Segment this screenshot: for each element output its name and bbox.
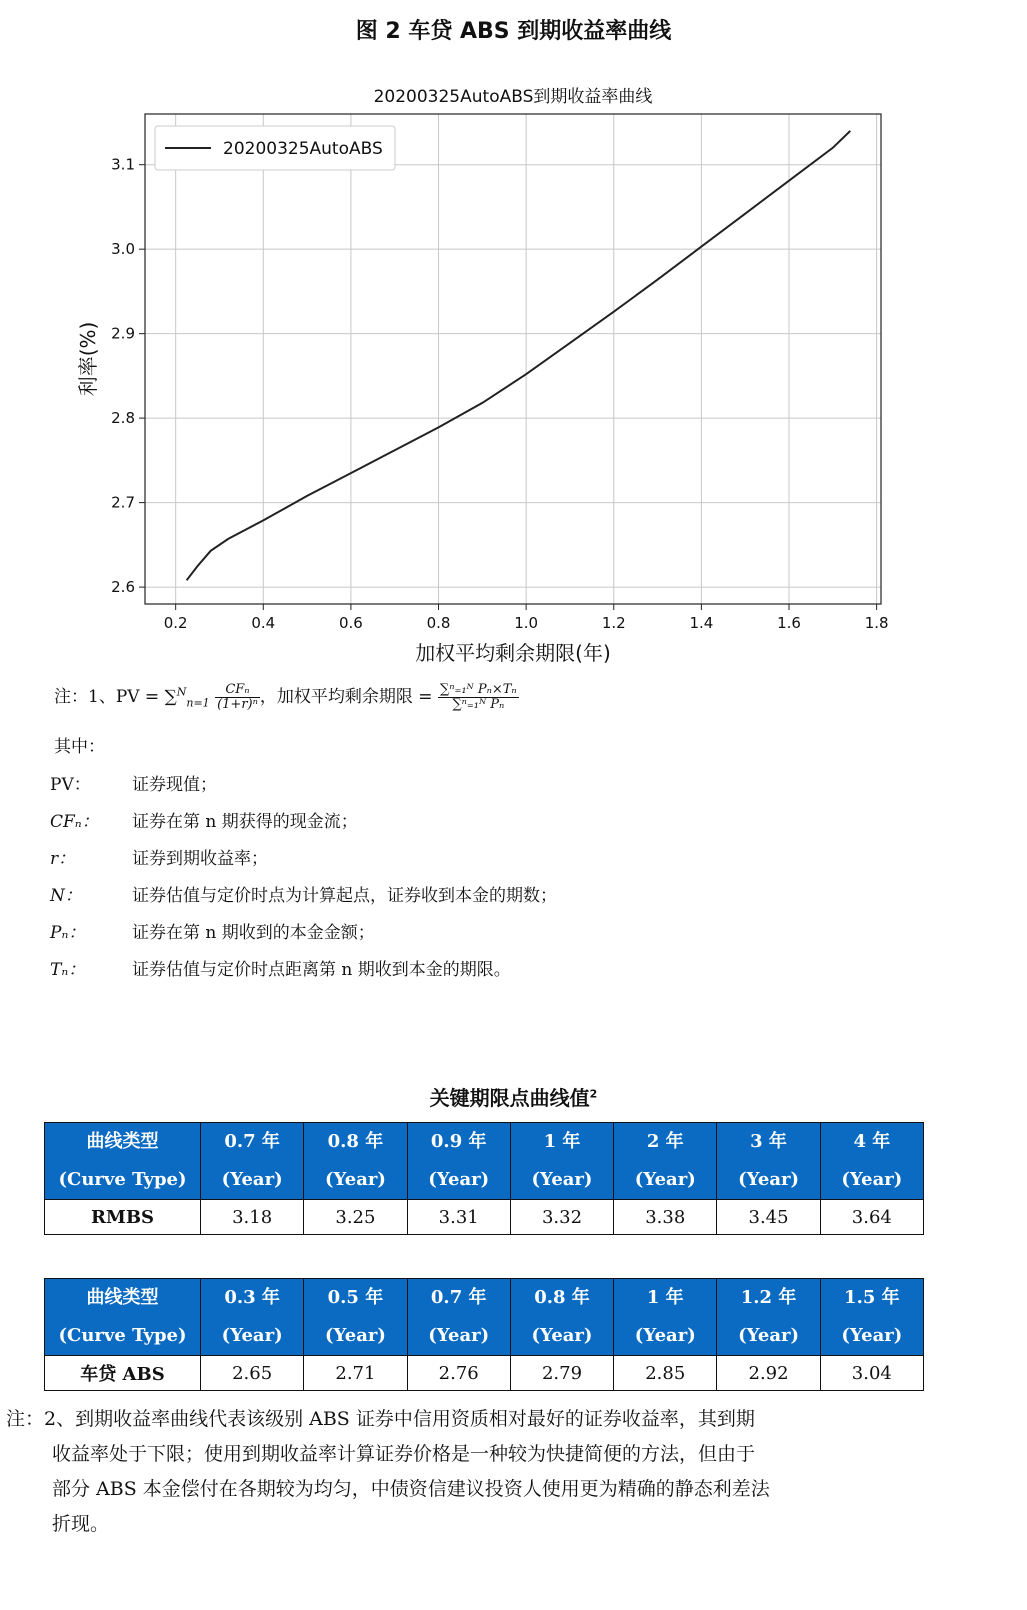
table-title-footnote-marker: 2 bbox=[589, 1087, 598, 1101]
formula-line bbox=[54, 682, 519, 712]
definition-symbol: PV： bbox=[50, 775, 91, 795]
table-cell: 3.31 bbox=[407, 1200, 510, 1235]
x-tick-label: 1.4 bbox=[689, 614, 714, 632]
y-tick-label: 2.6 bbox=[111, 578, 135, 597]
x-tick-label: 0.4 bbox=[251, 614, 276, 632]
pv-numerator: CFₙ bbox=[215, 683, 260, 698]
where-label: 其中： bbox=[54, 737, 105, 757]
table-header-row bbox=[45, 1279, 924, 1356]
wal-fraction bbox=[438, 683, 519, 713]
footnote-line: 注：2、到期收益率曲线代表该级别 ABS 证券中信用资质相对最好的证券收益率，其到期 bbox=[6, 1408, 755, 1430]
definition-text: 证券估值与定价时点距离第 n 期收到本金的期限。 bbox=[132, 960, 511, 980]
header-cell: 1.5 年 (Year) bbox=[820, 1279, 923, 1356]
header-cell: 2 年 (Year) bbox=[614, 1123, 717, 1200]
sum-symbol: ∑ bbox=[164, 687, 177, 707]
table-cell: 2.79 bbox=[510, 1356, 613, 1391]
header-cell: 3 年 (Year) bbox=[717, 1123, 820, 1200]
row-label: RMBS bbox=[45, 1200, 201, 1235]
x-axis-label: 加权平均剩余期限(年) bbox=[415, 641, 611, 665]
x-tick-label: 1.6 bbox=[777, 614, 801, 632]
definition-text: 证券在第 n 期收到的本金金额； bbox=[132, 923, 375, 943]
auto-abs-curve-table bbox=[44, 1278, 924, 1391]
plot-frame bbox=[145, 114, 881, 604]
table-header-row bbox=[45, 1123, 924, 1200]
table-title bbox=[0, 1082, 1027, 1111]
wal-numerator: ∑ⁿ₌₁ᴺ Pₙ×Tₙ bbox=[439, 681, 517, 697]
table-cell: 2.76 bbox=[407, 1356, 510, 1391]
header-cell: 1 年 (Year) bbox=[614, 1279, 717, 1356]
header-cell: 0.7 年 (Year) bbox=[407, 1279, 510, 1356]
legend-entry: 20200325AutoABS bbox=[223, 139, 383, 159]
footnote bbox=[6, 1402, 996, 1542]
table-cell: 2.85 bbox=[614, 1356, 717, 1391]
definition-symbol: Pₙ： bbox=[50, 923, 86, 943]
table-cell: 3.38 bbox=[614, 1200, 717, 1235]
header-cell: 1.2 年 (Year) bbox=[717, 1279, 820, 1356]
header-cell: 曲线类型 (Curve Type) bbox=[45, 1279, 201, 1356]
footnote-line: 部分 ABS 本金偿付在各期较为均匀，中债资信建议投资人使用更为精确的静态利差法 bbox=[52, 1478, 770, 1500]
definition-symbol: r： bbox=[50, 849, 76, 869]
table-cell: 3.64 bbox=[820, 1200, 923, 1235]
x-tick-label: 0.8 bbox=[426, 614, 451, 632]
header-cell: 0.9 年 (Year) bbox=[407, 1123, 510, 1200]
table-cell: 2.71 bbox=[304, 1356, 407, 1391]
sum-lower-limit: n=1 bbox=[186, 696, 210, 710]
header-cell: 0.5 年 (Year) bbox=[304, 1279, 407, 1356]
header-cell: 0.7 年 (Year) bbox=[201, 1123, 304, 1200]
definition-symbol: N： bbox=[50, 886, 82, 906]
table-row bbox=[45, 1200, 924, 1235]
y-tick-label: 2.9 bbox=[111, 324, 135, 343]
header-cell: 曲线类型 (Curve Type) bbox=[45, 1123, 201, 1200]
rmbs-curve-table bbox=[44, 1122, 924, 1235]
x-tick-label: 0.6 bbox=[338, 614, 363, 632]
pv-fraction bbox=[215, 683, 260, 713]
footnote-line: 折现。 bbox=[52, 1513, 110, 1535]
yield-curve-chart bbox=[60, 78, 900, 668]
table-cell: 2.65 bbox=[201, 1356, 304, 1391]
header-cell: 1 年 (Year) bbox=[510, 1123, 613, 1200]
pv-denominator: (1+r)ⁿ bbox=[217, 697, 258, 712]
definition-text: 证券到期收益率； bbox=[132, 849, 268, 869]
definition-text: 证券估值与定价时点为计算起点，证券收到本金的期数； bbox=[132, 886, 557, 906]
table-cell: 2.92 bbox=[717, 1356, 820, 1391]
table-cell: 3.45 bbox=[717, 1200, 820, 1235]
definition-symbol: CFₙ： bbox=[50, 812, 99, 832]
y-tick-label: 3.0 bbox=[111, 240, 135, 259]
x-tick-label: 1.8 bbox=[864, 614, 889, 632]
row-label: 车贷 ABS bbox=[45, 1356, 201, 1391]
table-title-text: 关键期限点曲线值 bbox=[429, 1086, 590, 1110]
header-cell: 0.3 年 (Year) bbox=[201, 1279, 304, 1356]
note-prefix: 注：1、PV = bbox=[54, 687, 165, 707]
y-tick-label: 3.1 bbox=[111, 155, 135, 174]
x-tick-label: 0.2 bbox=[163, 614, 188, 632]
definition-text: 证券在第 n 期获得的现金流； bbox=[132, 812, 358, 832]
x-tick-label: 1.2 bbox=[601, 614, 626, 632]
wal-denominator: ∑ⁿ₌₁ᴺ Pₙ bbox=[452, 697, 505, 712]
y-tick-label: 2.8 bbox=[111, 409, 135, 428]
header-cell: 4 年 (Year) bbox=[820, 1123, 923, 1200]
table-cell: 3.25 bbox=[304, 1200, 407, 1235]
table-cell: 3.18 bbox=[201, 1200, 304, 1235]
table-cell: 3.32 bbox=[510, 1200, 613, 1235]
table-row bbox=[45, 1356, 924, 1391]
definition-symbol: Tₙ： bbox=[50, 960, 86, 980]
sum-upper-limit: N bbox=[176, 685, 187, 699]
x-tick-label: 1.0 bbox=[514, 614, 539, 632]
y-tick-label: 2.7 bbox=[111, 493, 135, 512]
note-middle: ，加权平均剩余期限 = bbox=[259, 687, 438, 707]
definition-text: 证券现值； bbox=[132, 775, 217, 795]
chart-legend bbox=[155, 126, 395, 170]
y-axis-label: 利率(%) bbox=[76, 321, 100, 397]
table-cell: 3.04 bbox=[820, 1356, 923, 1391]
header-cell: 0.8 年 (Year) bbox=[510, 1279, 613, 1356]
chart-title: 20200325AutoABS到期收益率曲线 bbox=[373, 87, 653, 107]
footnote-line: 收益率处于下限；使用到期收益率计算证券价格是一种较为快捷简便的方法，但由于 bbox=[52, 1443, 756, 1465]
header-cell: 0.8 年 (Year) bbox=[304, 1123, 407, 1200]
figure-title: 图 2 车贷 ABS 到期收益率曲线 bbox=[355, 19, 672, 44]
series-line bbox=[187, 131, 851, 580]
